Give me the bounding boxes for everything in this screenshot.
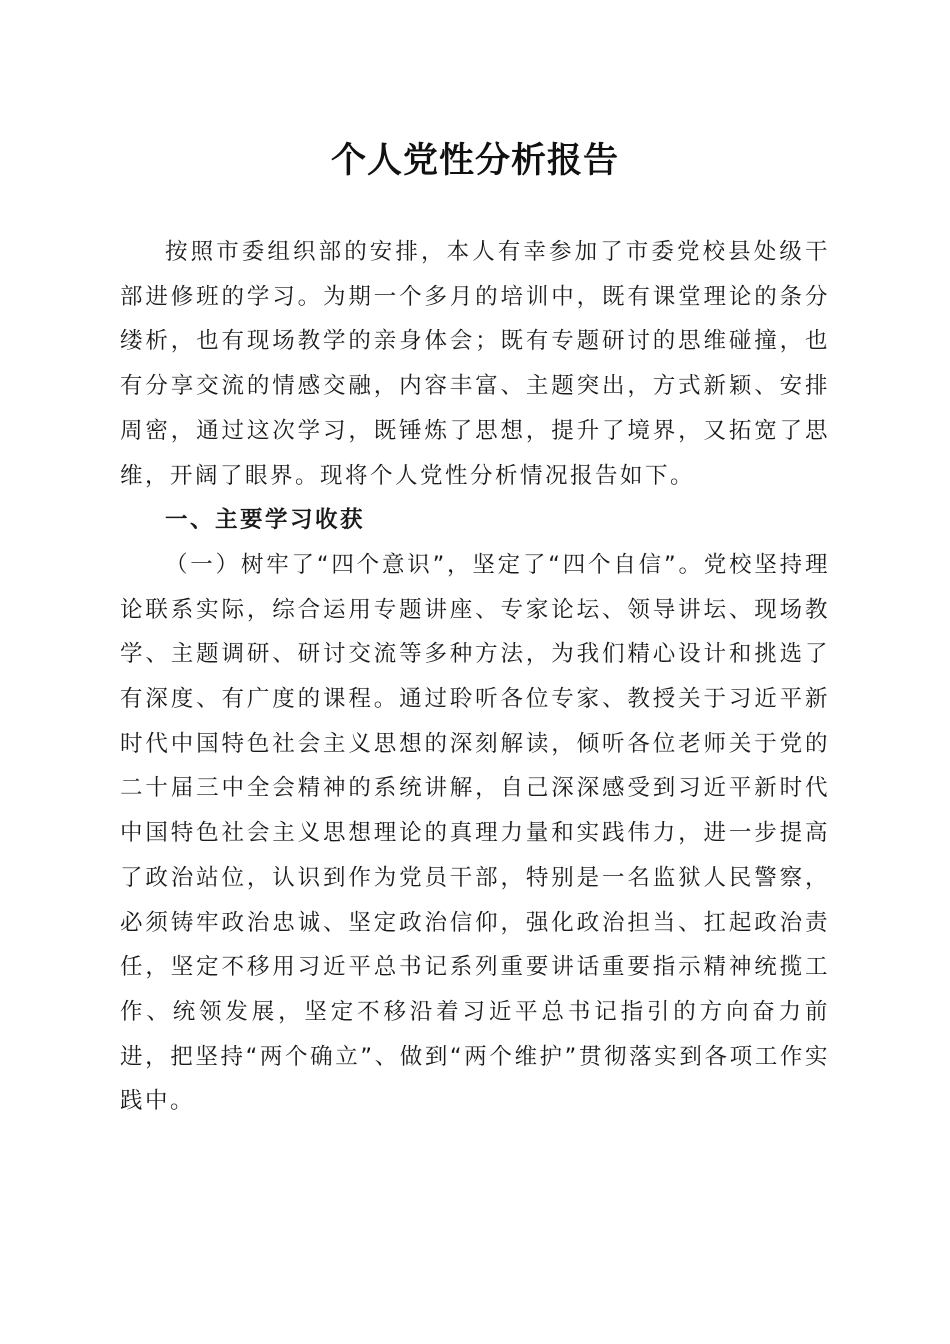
document-title: 个人党性分析报告 <box>330 140 619 181</box>
subsection-paragraph: （一）树牢了“四个意识”，坚定了“四个自信”。党校坚持理论联系实际，综合运用专题讲座、专家论坛、领导讲坛、现场教学、主题调研、研讨交流等多种方法，为我们精心设计和挑选了有深度、有广度的课程。通过聆听各位专家、教授关于习近平新时代中国特色社会主义思想的深刻解读，倾听各位老师关于党的二十届三中全会精神的系统讲解，自己深深感受到习近平新时代中国特色社会主义思想理论的真理力量和实践伟力，进一步提高了政治站位，认识到作为党员干部，特别是一名监狱人民警察，必须铸牢政治忠诚、坚定政治信仰，强化政治担当、扛起政治责任，坚定不移用习近平总书记系列重要讲话重要指示精神统揽工作、统领发展，坚定不移沿着习近平总书记指引的方向奋力前进，把坚持“两个确立”、做到“两个维护”贯彻落实到各项工作实践中。 <box>120 551 830 1115</box>
intro-paragraph: 按照市委组织部的安排，本人有幸参加了市委党校县处级干部进修班的学习。为期一个多月的培训中，既有课堂理论的条分缕析，也有现场教学的亲身体会；既有专题研讨的思维碰撞，也有分享交流的情感交融，内容丰富、主题突出，方式新颖、安排周密，通过这次学习，既锤炼了思想，提升了境界，又拓宽了思维，开阔了眼界。现将个人党性分析情况报告如下。 <box>120 239 830 489</box>
section-heading: 一、主要学习收获 <box>165 507 366 534</box>
document-body <box>120 230 830 1124</box>
